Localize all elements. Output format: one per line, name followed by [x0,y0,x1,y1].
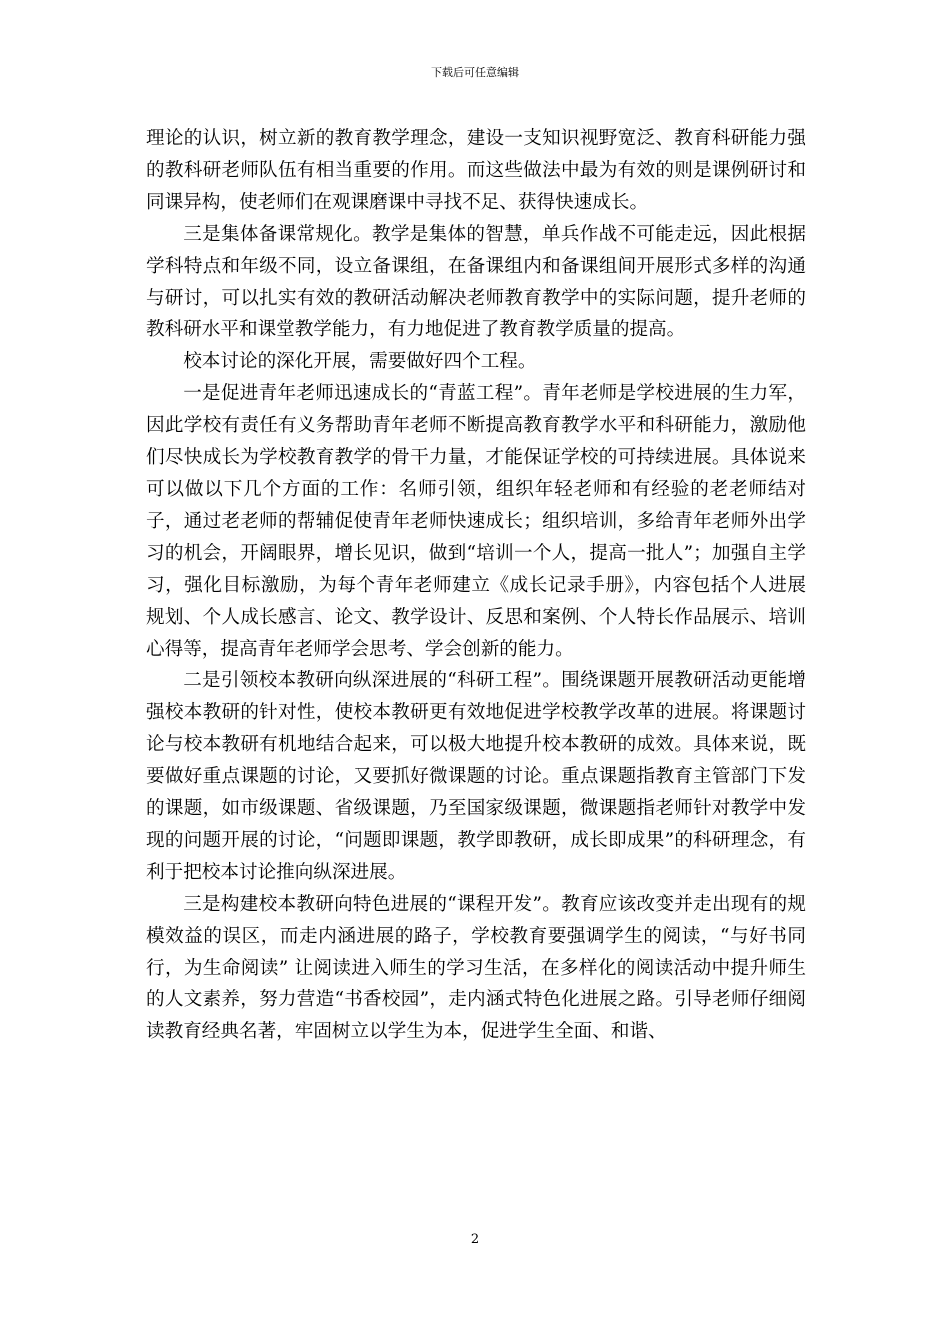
header-note: 下载后可任意编辑 [431,66,519,79]
document-body [146,123,806,1048]
page-number-text: 2 [470,1232,480,1247]
paragraph-4: 一是促进青年老师迅速成长的“青蓝工程”。青年老师是学校进展的生力军，因此学校有责任有义务帮助青年老师不断提高教育教学水平和科研能力，激励他们尽快成长为学校教育教学的骨干力量，才能保证学校的可持续进展。具体说来可以做以下几个方面的工作：名师引领，组织年轻老师和有经验的老老师结对子，通过老老师的帮辅促使青年老师快速成长；组织培训，多给青年老师外出学习的机会，开阔眼界，增长见识，做到“培训一个人，提高一批人”；加强自主学习，强化目标激励，为每个青年老师建立《成长记录手册》，内容包括个人进展规划、个人成长感言、论文、教学设计、反思和案例、个人特长作品展示、培训心得等，提高青年老师学会思考、学会创新的能力。 [146,383,806,660]
paragraph-1: 理论的认识，树立新的教育教学理念，建设一支知识视野宽泛、教育科研能力强的教科研老师队伍有相当重要的作用。而这些做法中最为有效的则是课例研讨和同课异构，使老师们在观课磨课中寻找不足、获得快速成长。 [146,128,806,213]
page-number [0,1232,950,1248]
page-header [0,66,950,80]
paragraph-6: 三是构建校本教研向特色进展的“课程开发”。教育应该改变并走出现有的规模效益的误区，而走内涵进展的路子，学校教育要强调学生的阅读，“与好书同行，为生命阅读” 让阅读进入师生的学习生活，在多样化的阅读活动中提升师生的人文素养，努力营造“书香校园”，走内涵式特色化进展之路。引导老师仔细阅读教育经典名著，牢固树立以学生为本，促进学生全面、和谐、 [146,893,806,1043]
paragraph-5: 二是引领校本教研向纵深进展的“科研工程”。围绕课题开展教研活动更能增强校本教研的针对性，使校本教研更有效地促进学校教学改革的进展。将课题讨论与校本教研有机地结合起来，可以极大地提升校本教研的成效。具体来说，既要做好重点课题的讨论，又要抓好微课题的讨论。重点课题指教育主管部门下发的课题，如市级课题、省级课题，乃至国家级课题，微课题指老师针对教学中发现的问题开展的讨论，“问题即课题，教学即教研，成长即成果”的科研理念，有利于把校本讨论推向纵深进展。 [146,670,806,883]
paragraph-2: 三是集体备课常规化。教学是集体的智慧，单兵作战不可能走远，因此根据学科特点和年级不同，设立备课组，在备课组内和备课组间开展形式多样的沟通与研讨，可以扎实有效的教研活动解决老师教育教学中的实际问题，提升老师的教科研水平和课堂教学能力，有力地促进了教育教学质量的提高。 [146,223,806,341]
paragraph-3: 校本讨论的深化开展，需要做好四个工程。 [183,351,537,373]
